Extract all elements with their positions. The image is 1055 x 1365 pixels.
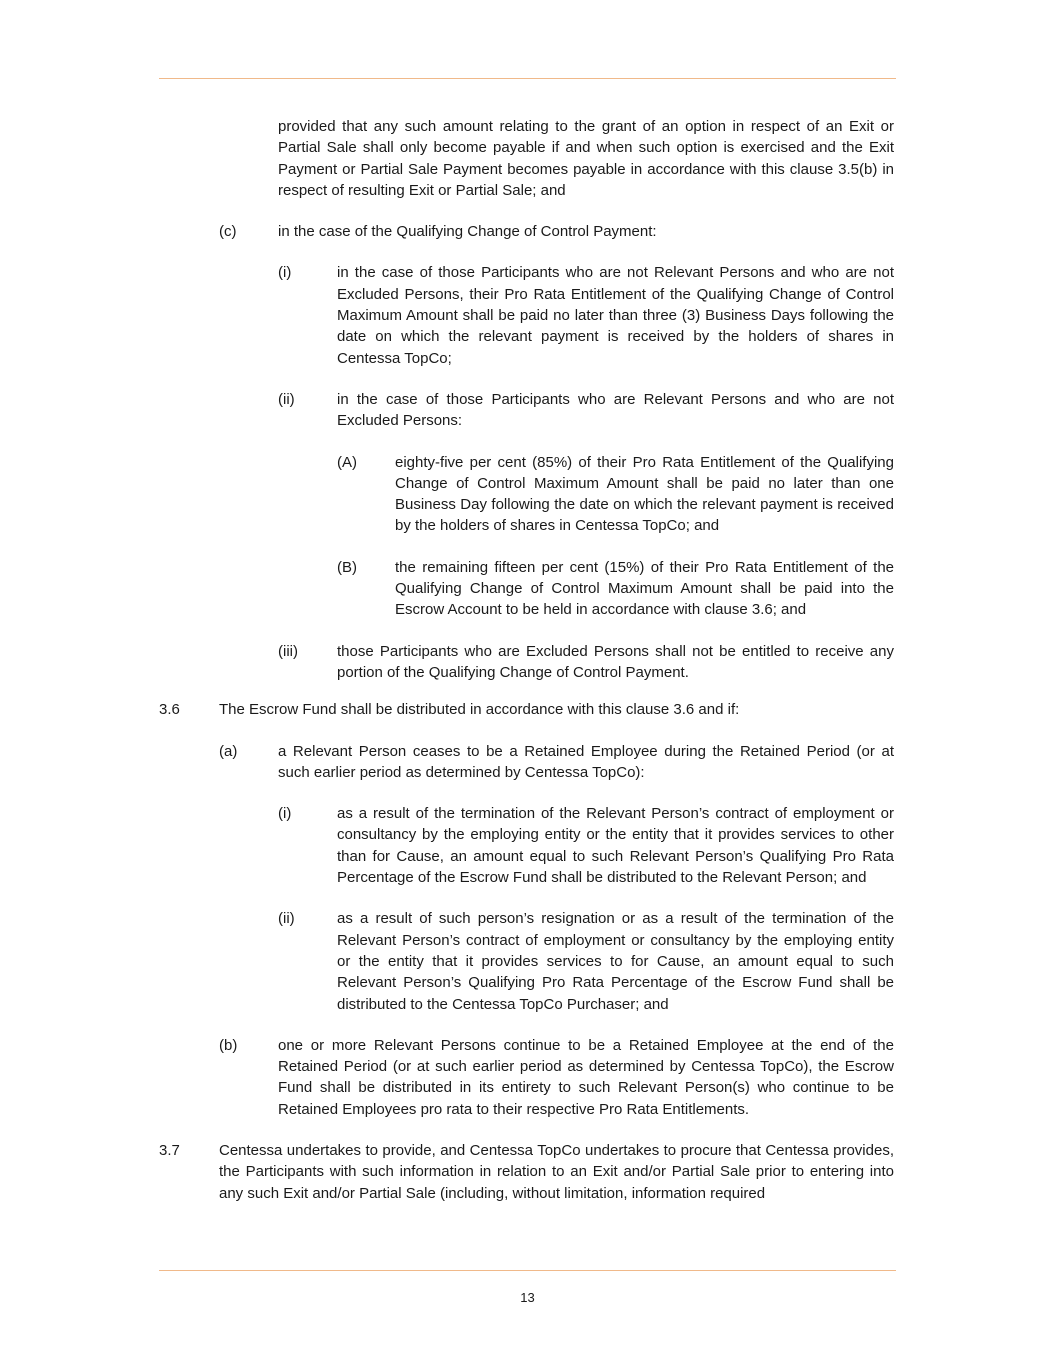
- paragraph-number: (i): [278, 264, 292, 282]
- paragraph-text: in the case of those Participants who are Relevant Persons and who are not Excluded Persons:: [337, 390, 894, 430]
- footer-rule: [159, 1270, 896, 1271]
- paragraph-text: a Relevant Person ceases to be a Retained Employee during the Retained Period (or at such earlier period as determined by Centessa TopCo):: [278, 742, 894, 781]
- paragraph-text: as a result of the termination of the Relevant Person’s contract of employment or consultancy by the employing entity or the entity that it provides services to other than for Cause, an amount equal to such Relevant Person’s Qualifying Pro Rata Percentage of the Escrow Fund shall be distributed to the Relevant Person; and: [337, 805, 894, 887]
- clause-number: 3.7: [159, 1141, 180, 1159]
- paragraph-text: in the case of the Qualifying Change of Control Payment:: [278, 223, 657, 241]
- paragraph-text: the remaining fifteen per cent (15%) of their Pro Rata Entitlement of the Qualifying Change of Control Maximum Amount shall be paid into the Escrow Account to be held in accordance with clause 3.6; and: [395, 558, 894, 619]
- paragraph-c-ii: [159, 389, 894, 432]
- paragraph-text: as a result of such person’s resignation or as a result of the termination of the Relevant Person’s contract of employment or consultancy by the employing entity or the entity that it provides services to for Cause, an amount equal to such Relevant Person’s Qualifying Pro Rata Percentage of the Escrow Fund shall be distributed to the Centessa TopCo Purchaser; and: [337, 910, 894, 1013]
- paragraph-number: (i): [278, 805, 292, 823]
- paragraph-text: one or more Relevant Persons continue to be a Retained Employee at the end of the Retained Period (or at such earlier period as determined by Centessa TopCo), the Escrow Fund shall be distributed in its entirety to such Relevant Person(s) who continue to be Retained Employees pro rata to their respective Pro Rata Entitlements.: [278, 1036, 894, 1118]
- clause-3-6: [159, 699, 894, 720]
- page-number: 13: [520, 1290, 535, 1305]
- paragraph-number: (b): [219, 1036, 238, 1054]
- paragraph-c-ii-a: [159, 452, 894, 537]
- clause-number: 3.6: [159, 701, 180, 719]
- paragraph-3-6-a: [159, 741, 894, 784]
- paragraph-proviso: [159, 116, 894, 201]
- paragraph-text: eighty-five per cent (85%) of their Pro Rata Entitlement of the Qualifying Change of Control Maximum Amount shall be paid no later than one Business Day following the date on which the relevant payment is received by the holders of shares in Centessa TopCo; and: [395, 453, 894, 535]
- paragraph-c-iii: [159, 641, 894, 684]
- paragraph-3-6-b: [159, 1035, 894, 1120]
- paragraph-text: those Participants who are Excluded Persons shall not be entitled to receive any portion of the Qualifying Change of Control Payment.: [337, 642, 894, 681]
- paragraph-number: (A): [337, 453, 357, 471]
- document-body: [159, 116, 894, 1204]
- paragraph-text: in the case of those Participants who are not Relevant Persons and who are not Excluded Persons, their Pro Rata Entitlement of the Qualifying Change of Control Maximum Amount shall be paid no later than three (3) Business Days following the date on which the relevant payment is received by the holders of shares in Centessa TopCo;: [337, 264, 894, 367]
- paragraph-text: The Escrow Fund shall be distributed in accordance with this clause 3.6 and if:: [219, 701, 740, 719]
- paragraph-3-6-a-i: [159, 803, 894, 888]
- paragraph-c-ii-b: [159, 557, 894, 621]
- clause-3-7: [159, 1140, 894, 1204]
- paragraph-number: (iii): [278, 642, 298, 660]
- paragraph-number: (c): [219, 223, 237, 241]
- header-rule: [159, 78, 896, 79]
- paragraph-number: (a): [219, 742, 238, 760]
- paragraph-number: (B): [337, 558, 357, 576]
- paragraph-c-i: [159, 262, 894, 368]
- paragraph-number: (ii): [278, 390, 295, 408]
- paragraph-number: (ii): [278, 910, 295, 928]
- paragraph-c: [159, 221, 894, 242]
- paragraph-3-6-a-ii: [159, 908, 894, 1014]
- paragraph-text: provided that any such amount relating to the grant of an option in respect of an Exit or Partial Sale shall only become payable if and when such option is exercised and the Exit Payment or Partial Sale Payment becomes payable in accordance with this clause 3.5(b) in respect of resulting Exit or Partial Sale; and: [278, 118, 894, 199]
- paragraph-text: Centessa undertakes to provide, and Centessa TopCo undertakes to procure that Centessa provides, the Participants with such information in relation to an Exit and/or Partial Sale prior to entering into any such Exit and/or Partial Sale (including, without limitation, information required: [219, 1141, 894, 1202]
